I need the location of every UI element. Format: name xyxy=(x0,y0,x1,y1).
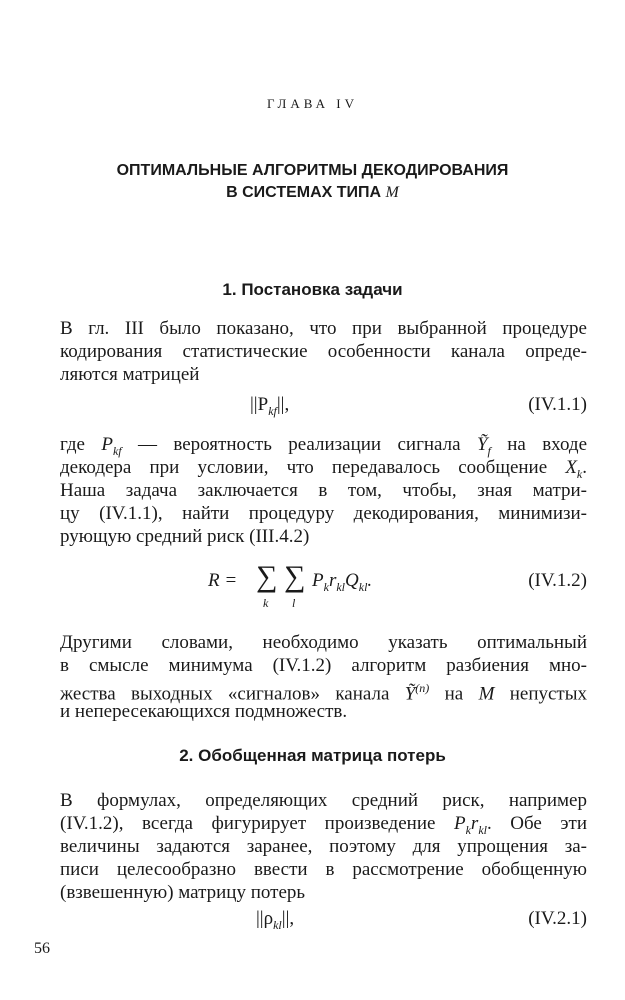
math-symbol: Ỹ xyxy=(476,434,488,455)
formula-number: (IV.1.2) xyxy=(528,570,587,591)
formula-expression xyxy=(256,908,294,933)
section2-title: 2. Обобщенная матрица потерь xyxy=(179,746,446,765)
text-line: Наша задача заключается в том, чтобы, зная матри- xyxy=(60,480,587,501)
text-line: Другими словами, необходимо указать оптимальный xyxy=(60,632,587,653)
math-symbol: P xyxy=(453,813,466,834)
text-run: — вероятность реализации сигнала xyxy=(121,434,477,455)
section1-title: 1. Постановка задачи xyxy=(222,280,403,299)
text-line: и непересекающихся подмножеств. xyxy=(60,701,348,722)
text-line xyxy=(60,456,587,479)
text-line: писи целесообразно ввести в рассмотрение обобщенную xyxy=(60,859,587,880)
chapter-title xyxy=(0,160,625,204)
text-run: декодера при условии, что передавалось сообщение xyxy=(60,457,566,478)
formula-subscript: kl xyxy=(273,917,282,932)
text-line: величины задаются заранее, поэтому для упрощения за- xyxy=(60,836,587,857)
text-run: на xyxy=(429,683,479,705)
math-subscript: f xyxy=(487,443,491,458)
text-run: где xyxy=(60,434,102,455)
formula-body: $P_kr_{kl}Q_{kl}$. xyxy=(312,570,373,594)
formula-lhs: R = xyxy=(208,570,238,591)
text-run: непустых xyxy=(494,683,587,705)
text-line: В гл. III было показано, что при выбранной процедуре xyxy=(60,318,587,339)
formula-iv-1-1 xyxy=(60,394,587,424)
formula-part: P xyxy=(312,570,324,591)
formula-number: (IV.1.1) xyxy=(528,394,587,415)
text-run: жества выходных «сигналов» канала xyxy=(60,683,405,705)
formula-iv-1-2 xyxy=(60,560,587,616)
text-run: на входе xyxy=(490,434,588,455)
math-subscript: k xyxy=(465,822,471,837)
formula-expression xyxy=(250,394,289,419)
math-symbol: r xyxy=(470,813,479,834)
text-line: кодирования статистические особенности канала опреде- xyxy=(60,341,587,362)
math-superscript: (n) xyxy=(415,681,430,695)
sigma-icon: ∑ xyxy=(284,560,306,593)
chapter-title-line2 xyxy=(0,182,625,204)
section1-para2 xyxy=(60,433,587,548)
text-line xyxy=(60,677,587,705)
math-subscript: kf xyxy=(112,443,122,458)
text-line xyxy=(60,812,587,835)
section2-para1 xyxy=(60,789,587,904)
math-symbol: M xyxy=(478,683,495,705)
text-line: рующую средний риск (III.4.2) xyxy=(60,526,310,547)
formula-part: ||, xyxy=(281,908,295,929)
formula-number: (IV.2.1) xyxy=(528,908,587,929)
math-symbol: P xyxy=(101,434,113,455)
section1-para4 xyxy=(60,631,587,723)
formula-part: ||, xyxy=(276,394,290,415)
math-symbol: X xyxy=(565,457,577,478)
section1-para1 xyxy=(60,317,587,386)
text-line: в смысле минимума (IV.1.2) алгоритм разбиения мно- xyxy=(60,655,587,676)
chapter-label: ГЛАВА IV xyxy=(267,96,358,111)
text-line: В формулах, определяющих средний риск, например xyxy=(60,790,587,811)
text-run: (IV.1.2), всегда фигурирует произведение xyxy=(60,813,454,834)
math-subscript: kl xyxy=(478,822,487,837)
math-symbol: Ỹ xyxy=(404,683,416,705)
page-number: 56 xyxy=(34,940,50,957)
chapter-title-line1: ОПТИМАЛЬНЫЕ АЛГОРИТМЫ ДЕКОДИРОВАНИЯ xyxy=(116,162,509,179)
formula-subscript: kf xyxy=(268,403,277,418)
formula-part: ||ρ xyxy=(256,908,274,929)
chapter-title-symbol: M xyxy=(385,184,399,201)
text-line xyxy=(60,433,587,456)
text-run: . xyxy=(582,457,587,478)
sigma-icon: ∑ xyxy=(256,560,278,593)
formula-iv-2-1 xyxy=(60,908,587,938)
text-line: ляются матрицей xyxy=(60,364,200,385)
sum-index: k xyxy=(263,596,269,610)
sum-index: l xyxy=(292,596,296,610)
text-line: цу (IV.1.1), найти процедуру декодирования, минимизи- xyxy=(60,503,587,524)
formula-part: ||P xyxy=(250,394,269,415)
chapter-title-line2-text: В СИСТЕМАХ ТИПА xyxy=(226,184,386,201)
text-run: . Обе эти xyxy=(486,813,587,834)
math-subscript: k xyxy=(576,466,583,481)
text-line: (взвешенную) матрицу потерь xyxy=(60,882,306,903)
